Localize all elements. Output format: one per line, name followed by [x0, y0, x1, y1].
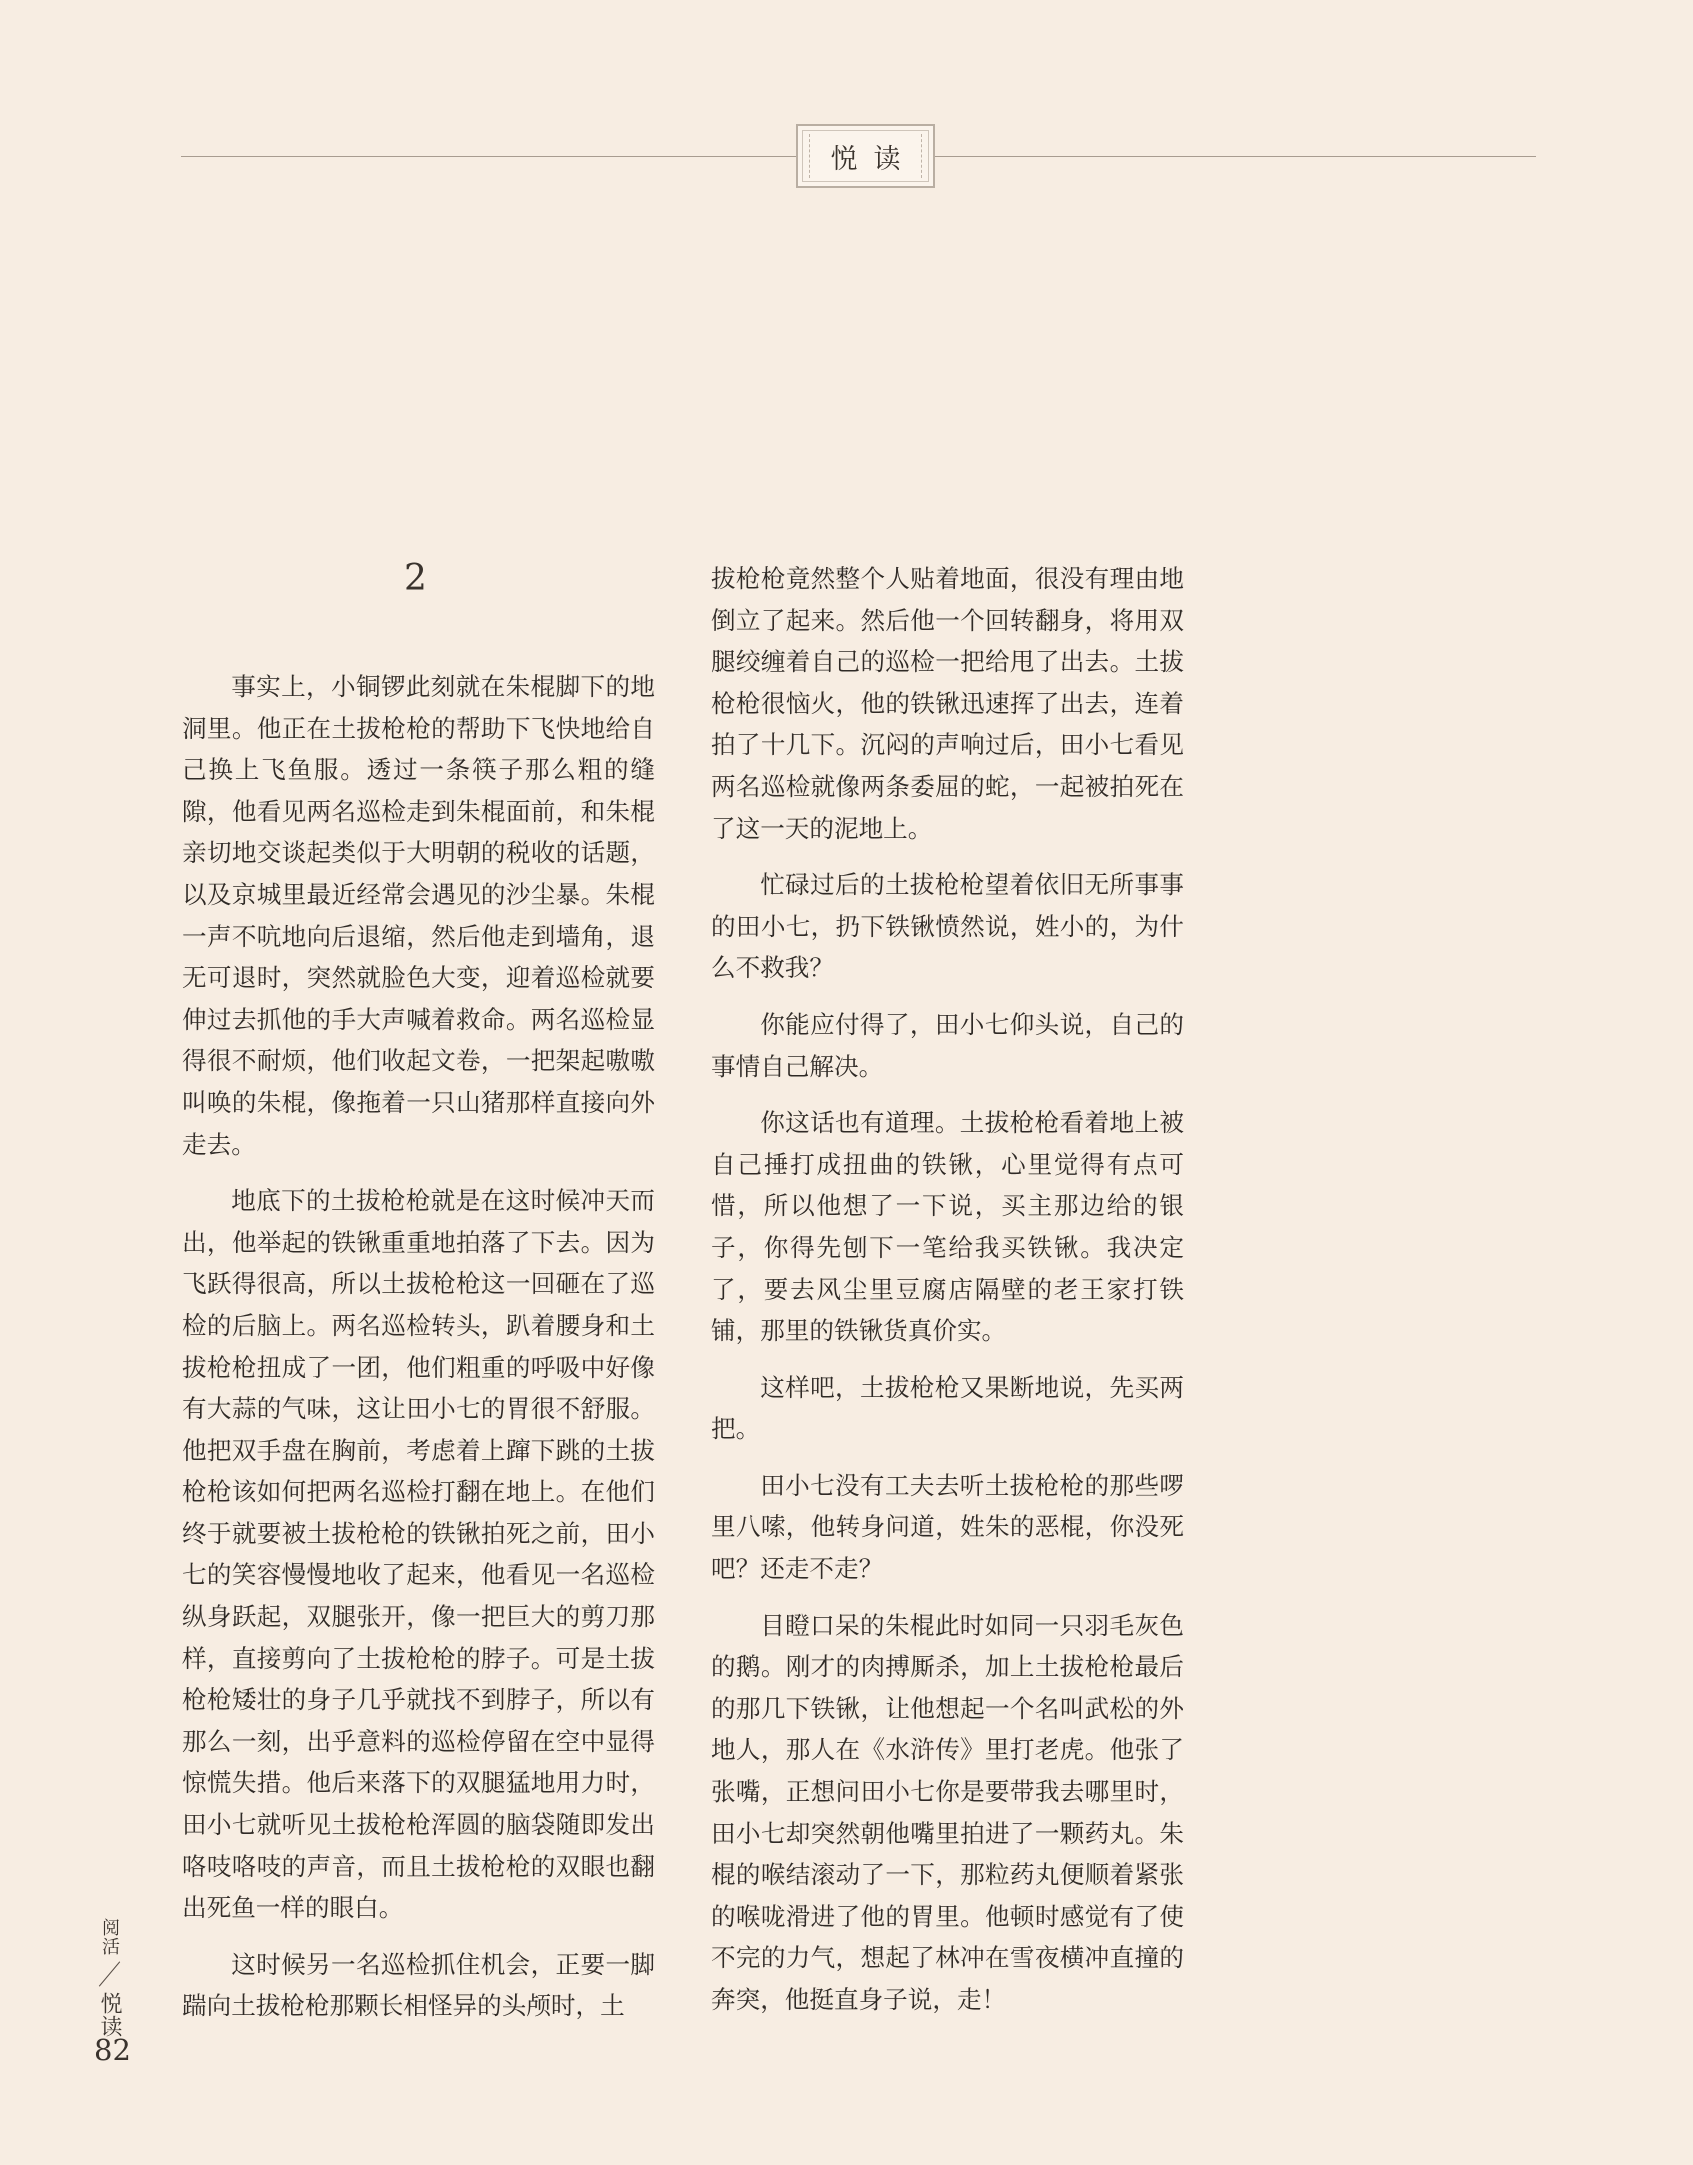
paragraph: 忙碌过后的土拔枪枪望着依旧无所事事的田小七，扔下铁锹愤然说，姓小的，为什么不救我？ [711, 870, 1184, 983]
paragraph: 田小七没有工夫去听土拔枪枪的那些啰里八嗦，他转身问道，姓朱的恶棍，你没死吧？还走不走？ [711, 1470, 1184, 1584]
paragraph: 你这话也有道理。土拔枪枪看着地上被自己捶打成扭曲的铁锹，心里觉得有点可惜，所以他想了一下说，买主那边给的银子，你得先刨下一笔给我买铁锹。我决定了，要去风尘里豆腐店隔壁的老王家打铁铺，那里的铁锹货真价实。 [711, 1108, 1184, 1346]
paragraph: 你能应付得了，田小七仰头说，自己的事情自己解决。 [711, 1009, 1184, 1081]
section-header-badge [796, 124, 935, 188]
slash-divider [98, 1961, 119, 1986]
paragraph: 这样吧，土拔枪枪又果断地说，先买两把。 [711, 1372, 1184, 1444]
section-header-title: 悦读 [830, 143, 917, 175]
section-number: 2 [404, 558, 427, 599]
text-column-right [711, 558, 1184, 2036]
paragraph: 这时候另一名巡检抓住机会，正要一脚踹向土拔枪枪那颗长相怪异的头颅时，土 [182, 1949, 655, 2021]
header-rule-left [181, 156, 796, 157]
paragraph: 地底下的土拔枪枪就是在这时候冲天而出，他举起的铁锹重重地拍落了下去。因为飞跃得很高，所以土拔枪枪这一回砸在了巡检的后脑上。两名巡检转头，趴着腰身和土拔枪枪扭成了一团，他们粗重的呼吸中好像有大蒜的气味，这让田小七的胃很不舒服。他把双手盘在胸前，考虑着上蹿下跳的土拔枪枪该如何把两名巡检打翻在地上。在他们终于就要被土拔枪枪的铁锹拍死之前，田小七的笑容慢慢地收了起来，他看见一名巡检纵身跃起，双腿张开，像一把巨大的剪刀那样，直接剪向了土拔枪枪的脖子。可是土拔枪枪矮壮的身子几乎就找不到脖子，所以有那么一刻，出乎意料的巡检停留在空中显得惊慌失措。他后来落下的双腿猛地用力时，田小七就听见土拔枪枪浑圆的脑袋随即发出咯吱咯吱的声音，而且土拔枪枪的双眼也翻出死鱼一样的眼白。 [182, 1186, 655, 1923]
magazine-name: 阅活 [99, 1918, 120, 1956]
paragraph: 目瞪口呆的朱棍此时如同一只羽毛灰色的鹅。刚才的肉搏厮杀，加上土拔枪枪最后的那几下铁锹，让他想起一个名叫武松的外地人，那人在《水浒传》里打老虎。他张了张嘴，正想问田小七你是要带我去哪里时，田小七却突然朝他嘴里拍进了一颗药丸。朱棍的喉结滚动了一下，那粒药丸便顺着紧张的喉咙滑进了他的胃里。他顿时感觉有了使不完的力气，想起了林冲在雪夜横冲直撞的奔突，他挺直身子说，走！ [711, 1610, 1184, 2014]
paragraph-continued: 拔枪枪竟然整个人贴着地面，很没有理由地倒立了起来。然后他一个回转翻身，将用双腿绞缠着自己的巡检一把给甩了出去。土拔枪枪很恼火，他的铁锹迅速挥了出去，连着拍了十几下。沉闷的声响过后，田小七看见两名巡检就像两条委屈的蛇，一起被拍死在了这一天的泥地上。 [711, 564, 1184, 843]
magazine-column-name: 悦读 [97, 1992, 122, 2038]
magazine-section-label [97, 1918, 121, 2038]
page-number: 82 [94, 2033, 131, 2067]
text-column-left [182, 666, 655, 2042]
paragraph: 事实上，小铜锣此刻就在朱棍脚下的地洞里。他正在土拔枪枪的帮助下飞快地给自己换上飞鱼服。透过一条筷子那么粗的缝隙，他看见两名巡检走到朱棍面前，和朱棍亲切地交谈起类似于大明朝的税收的话题，以及京城里最近经常会遇见的沙尘暴。朱棍一声不吭地向后退缩，然后他走到墙角，退无可退时，突然就脸色大变，迎着巡检就要伸过去抓他的手大声喊着救命。两名巡检显得很不耐烦，他们收起文卷，一把架起嗷嗷叫唤的朱棍，像拖着一只山猪那样直接向外走去。 [182, 672, 655, 1159]
header-rule-right [935, 156, 1536, 157]
